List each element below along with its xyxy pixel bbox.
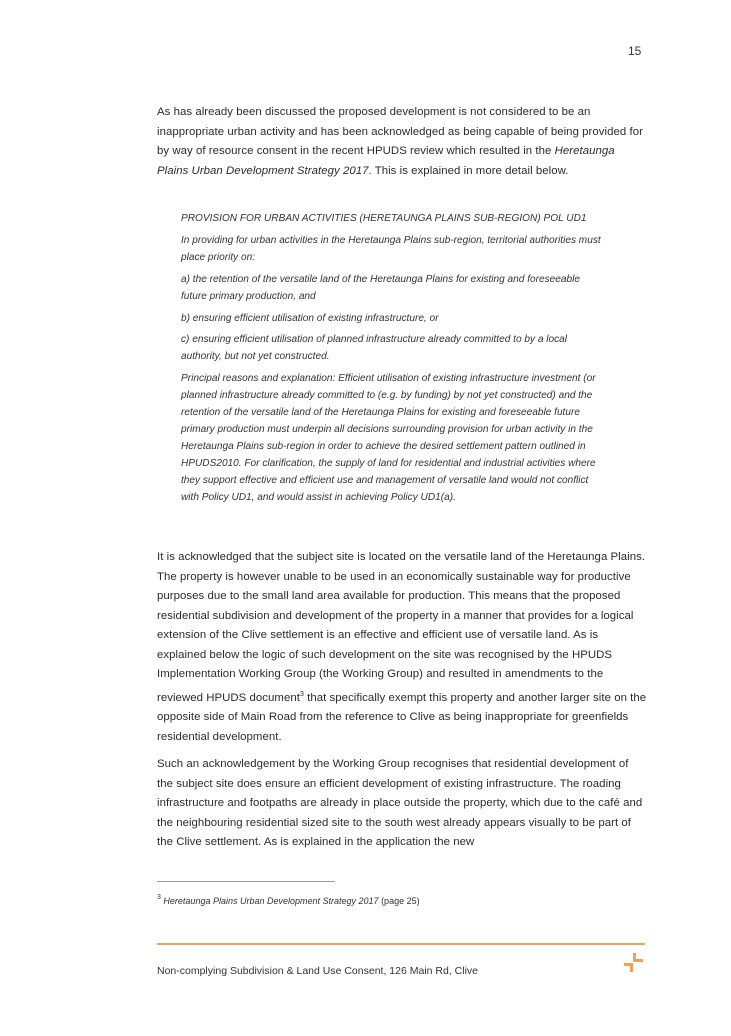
paragraph-1	[157, 103, 647, 181]
footnote-divider	[157, 881, 335, 882]
paragraph-1-text-end: . This is explained in more detail below.	[368, 164, 569, 177]
footer-text: Non-complying Subdivision & Land Use Consent, 126 Main Rd, Clive	[157, 965, 478, 977]
quote-heading: PROVISION FOR URBAN ACTIVITIES (HERETAUNGA PLAINS SUB-REGION) POL UD1	[181, 213, 587, 224]
quote-intro: In providing for urban activities in the Heretaunga Plains sub-region, territorial authorities must place priority on:	[181, 234, 601, 263]
paragraph-1-strategy-title: Heretaunga Plains Urban Development Strategy 2017	[157, 145, 615, 177]
quote-item-a: a) the retention of the versatile land of the Heretaunga Plains for existing and foreseeable future primary production, and	[181, 273, 580, 302]
footnote-number: 3	[157, 894, 161, 901]
quote-item-c: c) ensuring efficient utilisation of planned infrastructure already committed to by a local authority, but not yet constructed.	[181, 334, 568, 363]
paragraph-2-text-end: that specifically exempt this property and another larger site on the opposite side of Main Road from the reference to Clive as being inappropriate for greenfields residential development.	[157, 691, 647, 743]
paragraph-1-text: As has already been discussed the proposed development is not considered to be an inappropriate urban activity and has been acknowledged as being capable of being provided for by way of resource consent in the recent HPUDS review which resulted in the	[157, 106, 643, 157]
page-number: 15	[628, 44, 642, 58]
paragraph-2-text: It is acknowledged that the subject site is located on the versatile land of the Heretaunga Plains. The property is however unable to be used in an economically sustainable way for productive purposes due to the small land area available for production. This means that the proposed residential subdivision and development of the property in a manner that provides for a logical extension of the Clive settlement is an effective and efficient use of versatile land. As is explained below the logic of such development on the site was recognised by the HPUDS Implementation Working Group (the Working Group) and resulted in amendments to the reviewed HPUDS document	[157, 551, 646, 704]
paragraph-2	[157, 548, 647, 747]
footnote-reference[interactable]: 3	[299, 690, 304, 698]
quote-item-b: b) ensuring efficient utilisation of existing infrastructure, or	[181, 312, 439, 324]
quote-reasons: Principal reasons and explanation: Efficient utilisation of existing infrastructure investment (or planned infrastructure already committed to (e.g. by funding) by not yet constructed) and the retention of the versatile land of the Heretaunga Plains for existing and foreseeable future primary production must underpin all decisions surrounding provision for urban activity in the Heretaunga Plains sub-region in order to achieve the desired settlement pattern outlined in HPUDS2010. For clarification, the supply of land for residential and industrial activities where they support effective and efficient use and management of versatile land would not conflict with Policy UD1, and would assist in achieving Policy UD1(a).	[181, 373, 596, 503]
footnote	[157, 894, 420, 906]
orange-corner-logo-icon	[624, 953, 643, 972]
footnote-title: Heretaunga Plains Urban Development Strategy 2017	[163, 896, 379, 906]
policy-quote	[181, 211, 601, 512]
footnote-suffix: (page 25)	[378, 896, 420, 906]
paragraph-3: Such an acknowledgement by the Working Group recognises that residential development of the subject site does ensure an efficient development of existing infrastructure. The roading infrastructure and footpaths are already in place outside the property, which due to the café and the neighbouring residential sized site to the south west already appears visually to be part of the Clive settlement. As is explained in the application the new	[157, 758, 643, 848]
footer-divider	[157, 943, 645, 945]
